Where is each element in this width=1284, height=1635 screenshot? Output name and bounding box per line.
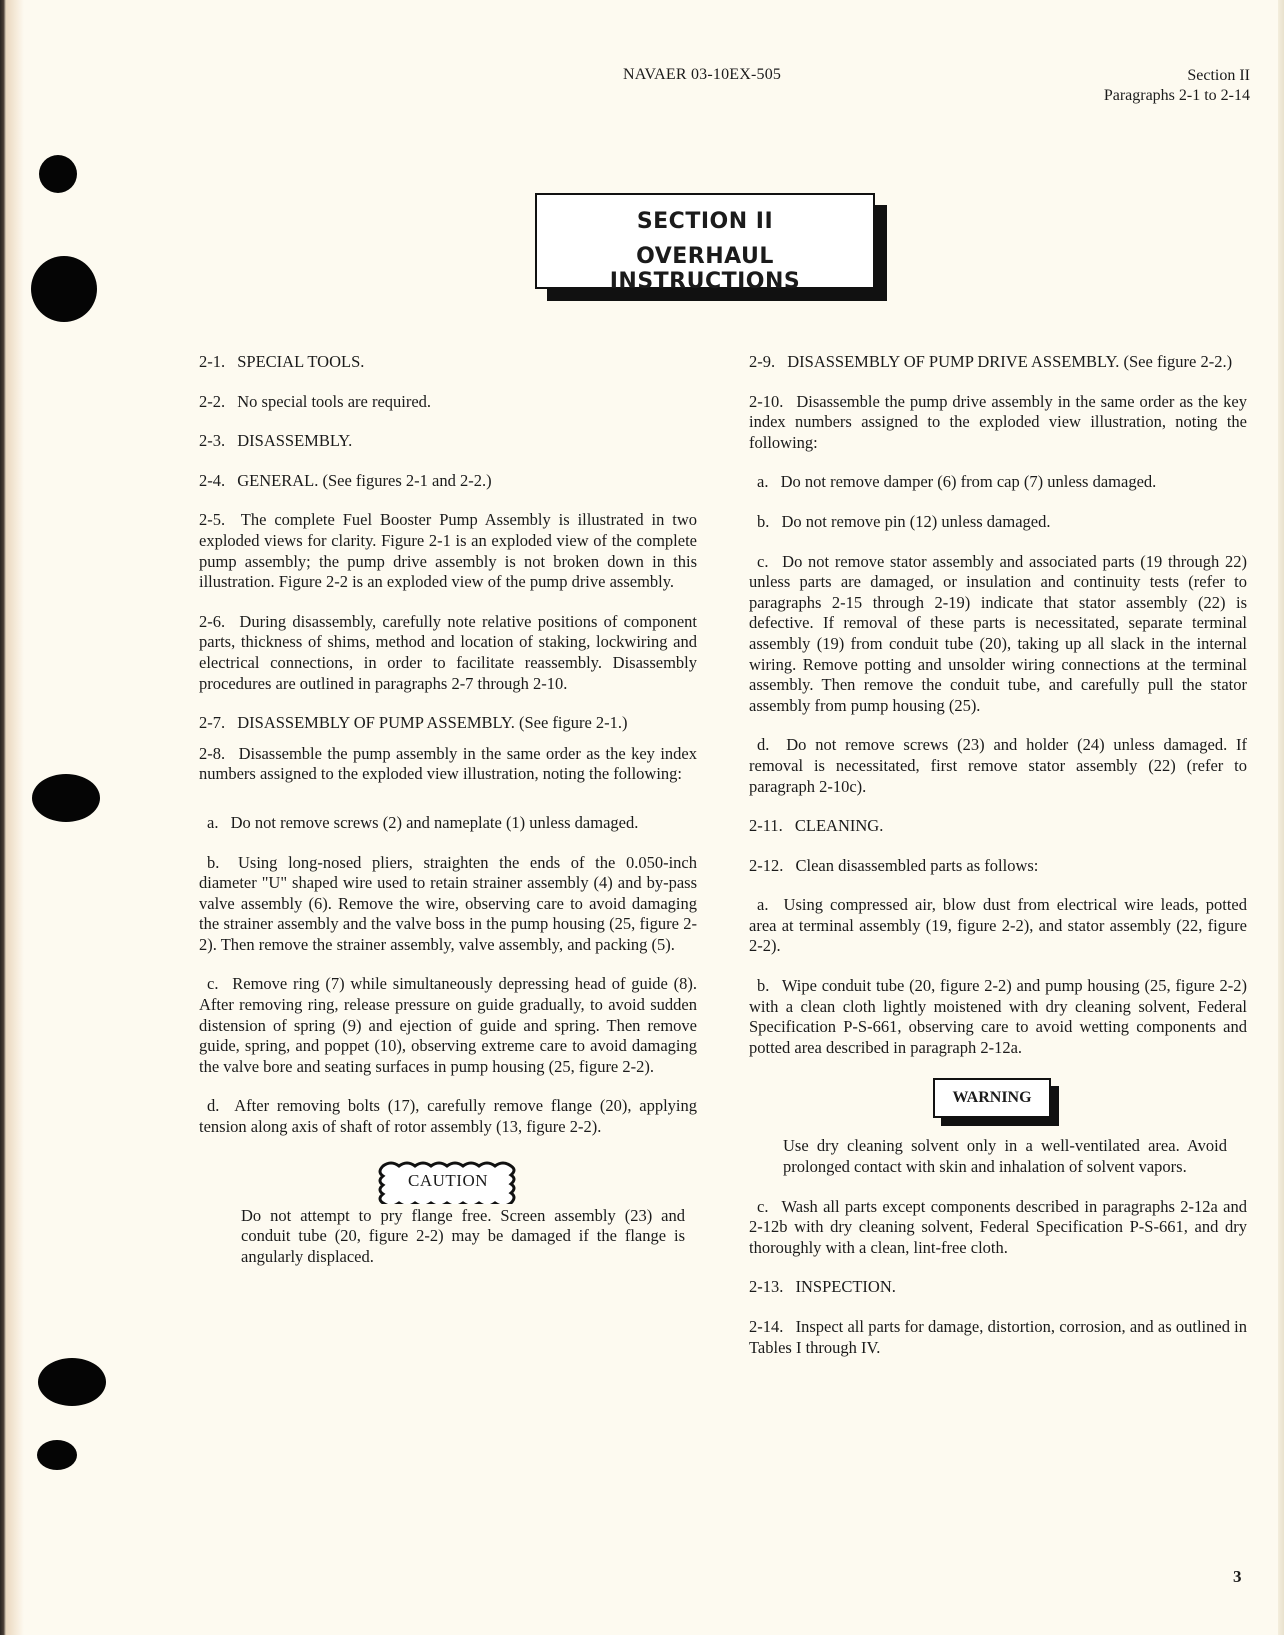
paragraph-2-8b: b. Using long-nosed pliers, straighten the ends of the 0.050-inch diameter "U" shaped wire used to retain strainer assembly (4) and by-pass valve assembly (6). Remove the wire, observing care to avoid damaging the strainer assembly and the valve boss in the pump housing (25, figure 2-2). Then remove the strainer assembly, valve assembly, and packing (5).: [199, 852, 697, 954]
section-reference: [1104, 66, 1250, 106]
paragraph-2-11: 2-11. CLEANING.: [749, 816, 884, 836]
paragraph-2-12b: b. Wipe conduit tube (20, figure 2-2) and pump housing (25, figure 2-2) with a clean cloth lightly moistened with dry cleaning solvent, Federal Specification P-S-661, observing care to avoid wetting components and potted area described in paragraph 2-12a.: [749, 976, 1247, 1057]
section-title-box: [535, 193, 875, 294]
section-subtitle: OVERHAUL INSTRUCTIONS: [609, 244, 801, 294]
paragraph-2-10: 2-10. Disassemble the pump drive assembly in the same order as the key index numbers assigned to the exploded view illustration, noting the following:: [749, 391, 1248, 452]
page-edge-stain: [6, 0, 24, 1635]
page-edge-right: [1278, 0, 1284, 1635]
paragraph-2-12c: c. Wash all parts except components described in paragraphs 2-12a and 2-12b with dry cleaning solvent, Federal Specification P-S-661, and dry thoroughly with a clean, lint-free cloth.: [749, 1196, 1247, 1257]
paragraph-2-3: 2-3. DISASSEMBLY.: [199, 431, 353, 451]
right-column: [749, 352, 1247, 1358]
caution-notice: [199, 1160, 697, 1206]
paragraph-2-14: 2-14. Inspect all parts for damage, distortion, corrosion, and as outlined in Tables I through IV.: [749, 1317, 1248, 1357]
section-title: SECTION II: [636, 209, 774, 234]
binder-hole: [32, 774, 100, 822]
warning-text: Use dry cleaning solvent only in a well-ventilated area. Avoid prolonged contact with skin and inhalation of solvent vapors.: [783, 1136, 1227, 1177]
paragraph-2-10d: d. Do not remove screws (23) and holder (24) unless damaged. If removal is necessitated, first remove stator assembly (22) (refer to paragraph 2-10c).: [749, 735, 1248, 796]
paragraph-2-1: 2-1. SPECIAL TOOLS.: [199, 352, 365, 371]
paragraph-2-7: 2-7. DISASSEMBLY OF PUMP ASSEMBLY. (See figure 2-1.): [199, 713, 628, 733]
left-column: [199, 352, 697, 1267]
paragraph-2-5: 2-5. The complete Fuel Booster Pump Assembly is illustrated in two exploded views for clarity. Figure 2-1 is an exploded view of the complete pump assembly; the pump drive assembly is not broken down in this illustration. Figure 2-2 is an exploded view of the pump drive assembly.: [199, 510, 697, 592]
paragraph-2-4: 2-4. GENERAL. (See figures 2-1 and 2-2.): [199, 470, 492, 490]
paragraph-2-8a: a. Do not remove screws (2) and nameplate (1) unless damaged.: [207, 812, 639, 832]
paragraph-2-9: 2-9. DISASSEMBLY OF PUMP DRIVE ASSEMBLY. (See figure 2-2.): [749, 352, 1233, 371]
paragraph-range: Paragraphs 2-1 to 2-14: [1103, 87, 1250, 104]
page-number: 3: [1233, 1567, 1242, 1586]
paragraph-2-10a: a. Do not remove damper (6) from cap (7) unless damaged.: [757, 472, 1157, 492]
binder-hole: [39, 155, 77, 193]
caution-text: Do not attempt to pry flange free. Screen assembly (23) and conduit tube (20, figure 2-2) may be damaged if the flange is angularly displaced.: [241, 1205, 685, 1266]
paragraph-2-2: 2-2. No special tools are required.: [199, 391, 432, 411]
paragraph-2-8c: c. Remove ring (7) while simultaneously depressing head of guide (8). After removing ring, release pressure on guide gradually, to avoid sudden distension of spring (9) and ejection of guide and spring. Then remove guide, spring, and poppet (10), observing extreme care to avoid damaging the valve bore and seating surfaces in pump housing (25, figure 2-2).: [199, 974, 698, 1076]
caution-label: CAUTION: [408, 1170, 488, 1190]
paragraph-2-10c: c. Do not remove stator assembly and associated parts (19 through 22) unless parts are damaged, or insulation and continuity tests (refer to paragraphs 2-15 through 2-19) indicate that stator assembly (22) is defective. If removal of these parts is necessitated, separate terminal assembly (19) from conduit tube (20), taking up all slack in the internal wiring. Remove potting and unsolder wiring connections at the terminal assembly. Then remove the conduit tube, and carefully pull the stator assembly from pump housing (25).: [749, 551, 1247, 715]
paragraph-2-12a: a. Using compressed air, blow dust from electrical wire leads, potted area at terminal assembly (19, figure 2-2), and stator assembly (22, figure 2-2).: [749, 895, 1248, 956]
binder-hole: [37, 1440, 77, 1470]
paragraph-2-6: 2-6. During disassembly, carefully note relative positions of component parts, thickness of shims, method and location of staking, lockwiring and electrical connections, in order to facilitate reassembly. Disassembly procedures are outlined in paragraphs 2-7 through 2-10.: [199, 611, 697, 693]
caution-box: [377, 1160, 519, 1204]
binder-hole: [31, 256, 97, 322]
paragraph-2-12: 2-12. Clean disassembled parts as follows:: [749, 855, 1039, 875]
paragraph-2-10b: b. Do not remove pin (12) unless damaged.: [757, 511, 1051, 531]
document-number: NAVAER 03-10EX-505: [623, 66, 782, 83]
warning-label: WARNING: [933, 1078, 1051, 1118]
paragraph-2-13: 2-13. INSPECTION.: [749, 1277, 896, 1297]
section-label: Section II: [1187, 67, 1250, 84]
warning-notice: [749, 1078, 1247, 1136]
paragraph-2-8: 2-8. Disassemble the pump assembly in the same order as the key index numbers assigned to the exploded view illustration, noting the following:: [199, 743, 697, 784]
binder-hole: [38, 1358, 106, 1406]
paragraph-2-8d: d. After removing bolts (17), carefully remove flange (20), applying tension along axis of shaft of rotor assembly (13, figure 2-2).: [199, 1096, 697, 1137]
